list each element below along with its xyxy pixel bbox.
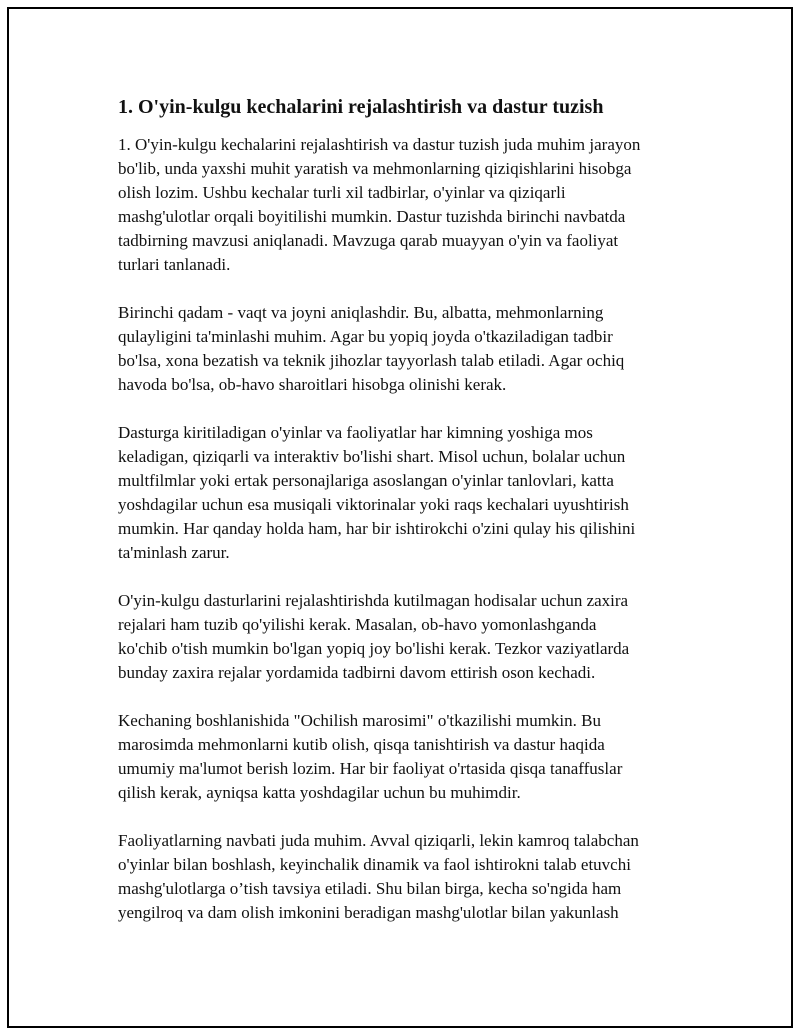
text-line: bo'lib, unda yaxshi muhit yaratish va mehmonlarning qiziqishlarini hisobga bbox=[118, 159, 632, 178]
text-line: ko'chib o'tish mumkin bo'lgan yopiq joy bo'lishi kerak. Tezkor vaziyatlarda bbox=[118, 639, 630, 658]
paragraph bbox=[118, 133, 718, 277]
paragraph bbox=[118, 301, 718, 397]
text-line: multfilmlar yoki ertak personajlariga asoslangan o'yinlar tanlovlari, katta bbox=[118, 471, 614, 490]
paragraph bbox=[118, 421, 718, 565]
text-line: mashg'ulotlarga o’tish tavsiya etiladi. Shu bilan birga, kecha so'ngida ham bbox=[118, 879, 622, 898]
text-line: rejalari ham tuzib qo'yilishi kerak. Masalan, ob-havo yomonlashganda bbox=[118, 615, 597, 634]
text-line: yengilroq va dam olish imkonini beradigan mashg'ulotlar bilan yakunlash bbox=[118, 903, 619, 922]
text-line: qulayligini ta'minlashi muhim. Agar bu yopiq joyda o'tkaziladigan tadbir bbox=[118, 327, 613, 346]
text-line: keladigan, qiziqarli va interaktiv bo'lishi shart. Misol uchun, bolalar uchun bbox=[118, 447, 626, 466]
text-line: qilish kerak, ayniqsa katta yoshdagilar uchun bu muhimdir. bbox=[118, 783, 521, 802]
text-line: bo'lsa, xona bezatish va teknik jihozlar tayyorlash talab etiladi. Agar ochiq bbox=[118, 351, 625, 370]
text-line: Kechaning boshlanishida "Ochilish marosimi" o'tkazilishi mumkin. Bu bbox=[118, 711, 601, 730]
text-line: Dasturga kiritiladigan o'yinlar va faoliyatlar har kimning yoshiga mos bbox=[118, 423, 593, 442]
text-line: 1. O'yin-kulgu kechalarini rejalashtirish va dastur tuzish juda muhim jarayon bbox=[118, 135, 641, 154]
paragraph bbox=[118, 709, 718, 805]
document-heading: 1. O'yin-kulgu kechalarini rejalashtirish va dastur tuzish bbox=[118, 96, 604, 118]
text-line: umumiy ma'lumot berish lozim. Har bir faoliyat o'rtasida qisqa tanaffuslar bbox=[118, 759, 623, 778]
text-line: O'yin-kulgu dasturlarini rejalashtirishda kutilmagan hodisalar uchun zaxira bbox=[118, 591, 629, 610]
text-line: mashg'ulotlar orqali boyitilishi mumkin. Dastur tuzishda birinchi navbatda bbox=[118, 207, 626, 226]
text-line: Faoliyatlarning navbati juda muhim. Avval qiziqarli, lekin kamroq talabchan bbox=[118, 831, 639, 850]
text-line: olish lozim. Ushbu kechalar turli xil tadbirlar, o'yinlar va qiziqarli bbox=[118, 183, 566, 202]
text-line: ta'minlash zarur. bbox=[118, 543, 230, 562]
text-line: o'yinlar bilan boshlash, keyinchalik dinamik va faol ishtirokni talab etuvchi bbox=[118, 855, 631, 874]
text-line: mumkin. Har qanday holda ham, har bir ishtirokchi o'zini qulay his qilishini bbox=[118, 519, 636, 538]
text-line: yoshdagilar uchun esa musiqali viktorinalar yoki raqs kechalari uyushtirish bbox=[118, 495, 629, 514]
text-line: Birinchi qadam - vaqt va joyni aniqlashdir. Bu, albatta, mehmonlarning bbox=[118, 303, 604, 322]
paragraph bbox=[118, 589, 718, 685]
paragraph bbox=[118, 829, 718, 925]
text-line: bunday zaxira rejalar yordamida tadbirni davom ettirish oson kechadi. bbox=[118, 663, 596, 682]
text-line: tadbirning mavzusi aniqlanadi. Mavzuga qarab muayyan o'yin va faoliyat bbox=[118, 231, 619, 250]
document-body bbox=[118, 133, 718, 925]
document-content bbox=[118, 94, 718, 949]
text-line: marosimda mehmonlarni kutib olish, qisqa tanishtirish va dastur haqida bbox=[118, 735, 605, 754]
text-line: havoda bo'lsa, ob-havo sharoitlari hisobga olinishi kerak. bbox=[118, 375, 507, 394]
text-line: turlari tanlanadi. bbox=[118, 255, 231, 274]
